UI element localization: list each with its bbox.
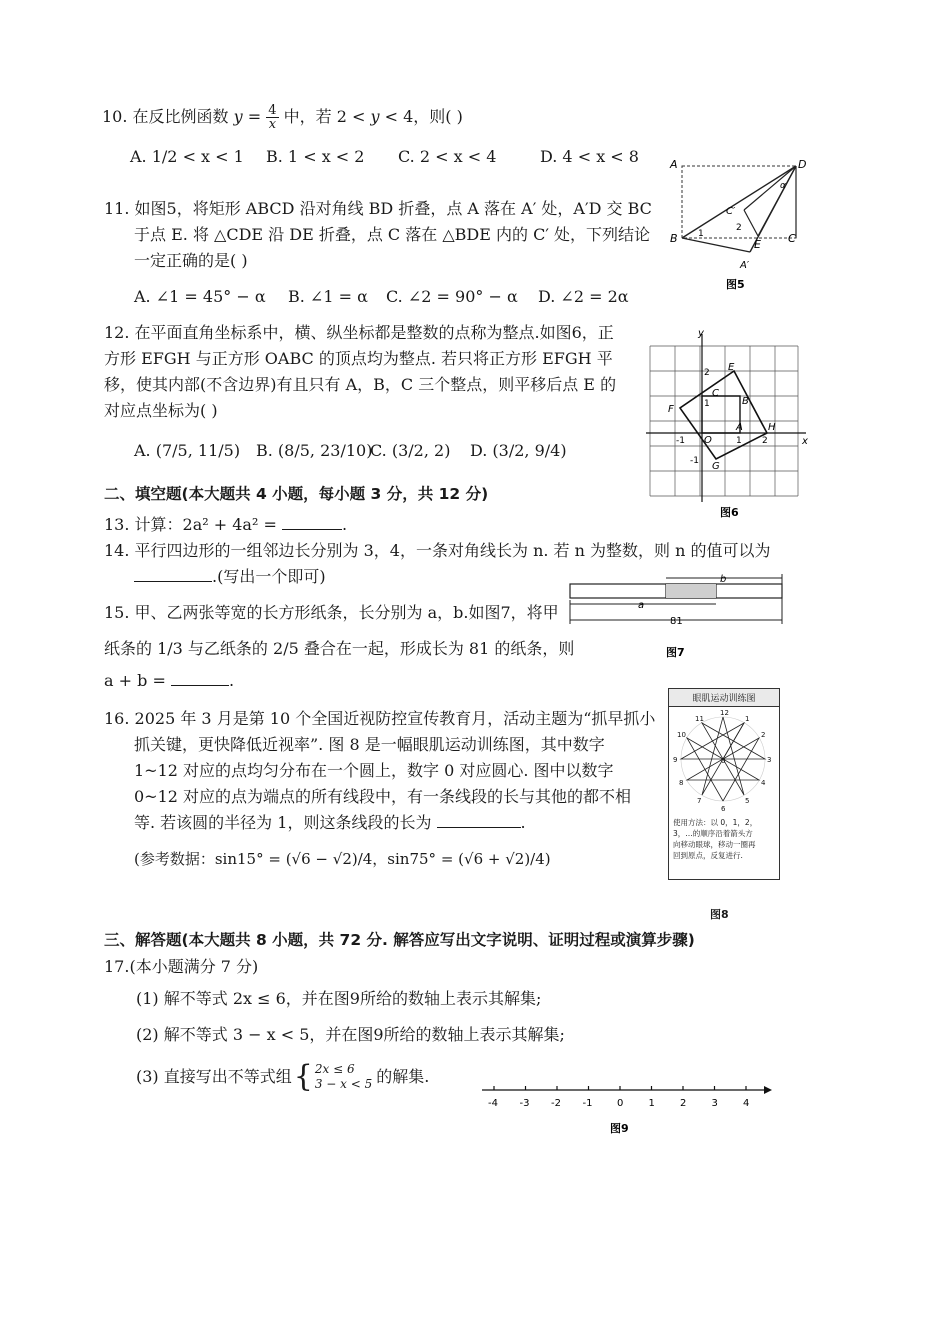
q13-answer-blank[interactable] [282, 529, 342, 530]
q15-line3-suffix: . [228, 671, 235, 690]
label-2: 2 [736, 223, 742, 233]
tick-label: -1 [582, 1098, 593, 1109]
tick-x-1: 1 [736, 436, 742, 446]
dial-number-9: 9 [673, 756, 678, 764]
q17-part3 [136, 1059, 430, 1094]
label-c-prime: C′ [726, 206, 736, 217]
label-a-prime: A′ [740, 260, 750, 271]
q10-option-c: C. 2 < x < 4 [398, 147, 497, 166]
q10-option-a: A. 1/2 < x < 1 [130, 147, 244, 166]
system-line-2: 3 − x < 5 [314, 1077, 373, 1091]
q16-line2: 抓关键，更快降低近视率”. 图 8 是一幅眼肌运动训练图，其中数字 [134, 735, 605, 754]
q16-line1: 16. 2025 年 3 月是第 10 个全国近视防控宣传教育月，活动主题为“抓早抓小 [104, 709, 656, 728]
label-h: H [768, 422, 776, 433]
q10-option-b: B. 1 < x < 2 [266, 147, 365, 166]
q11-option-c: C. ∠2 = 90° − α [386, 287, 518, 306]
number-line-arrow [764, 1086, 772, 1094]
dial-number-2: 2 [761, 731, 766, 739]
q11-line2: 于点 E. 将 △CDE 沿 DE 折叠，点 C 落在 △BDE 内的 C′ 处，下列结论 [134, 225, 651, 244]
figure-8-card [668, 688, 780, 880]
usage-line-2: 3，…的顺序沿着箭头方 [673, 829, 753, 838]
figure-8-title: 眼肌运动训练图 [669, 689, 779, 707]
q12-option-b: B. (8/5, 23/10) [256, 441, 373, 460]
label-g: G [712, 461, 720, 472]
tick-label: -4 [488, 1098, 498, 1109]
line-de [758, 166, 796, 236]
usage-line-3: 向移动眼球，移动一圈再 [673, 840, 756, 849]
tick-y-1: 1 [704, 399, 710, 409]
figure-7 [566, 570, 792, 662]
tick-label: -3 [519, 1098, 530, 1109]
label-c: C [788, 232, 796, 245]
q12-line4: 对应点坐标为( ) [104, 401, 218, 420]
q15-answer-blank[interactable] [171, 685, 229, 686]
tick-label: 0 [617, 1098, 624, 1109]
q11-option-a: A. ∠1 = 45° − α [134, 287, 266, 306]
q15-line2: 纸条的 1/3 与乙纸条的 2/5 叠合在一起，形成长为 81 的纸条，则 [104, 639, 575, 658]
q16-line6: (参考数据：sin15° = (√6 − √2)/4，sin75° = (√6 + √2)/4) [134, 850, 551, 868]
label-b: B [670, 232, 678, 245]
q17-part1: (1) 解不等式 2x ≤ 6，并在图9所给的数轴上表示其解集; [136, 989, 542, 1008]
q10-option-d: D. 4 < x < 8 [540, 147, 639, 166]
q13-text: 13. 计算：2a² + 4a² = [104, 515, 277, 534]
q12-option-a: A. (7/5, 11/5) [134, 441, 241, 460]
label-c: C [712, 388, 719, 399]
figure-9-caption: 图9 [610, 1122, 629, 1135]
section-3-title: 三、解答题(本大题共 8 小题，共 72 分. 解答应写出文字说明、证明过程或演算步骤) [104, 931, 695, 949]
usage-line-1: 使用方法：以 0，1，2， [673, 818, 758, 827]
q16-line5: 等. 若该圆的半径为 1，则这条线段的长为 [134, 813, 432, 832]
q14-line1: 14. 平行四边形的一组邻边长分别为 3，4，一条对角线长为 n. 若 n 为整数，则 n 的值可以为 [104, 541, 771, 560]
q12-line1: 12. 在平面直角坐标系中，横、纵坐标都是整数的点称为整点.如图6，正 [104, 323, 614, 342]
tick-label: 3 [711, 1098, 718, 1109]
figure-8-caption: 图8 [710, 908, 729, 921]
label-a: a [638, 600, 645, 611]
q16-line5-wrap: 等. 若该圆的半径为 1，则这条线段的长为 . [134, 813, 526, 832]
label-b: b [720, 574, 727, 585]
q15-line3-prefix: a + b = [104, 671, 166, 690]
q16-answer-blank[interactable] [437, 827, 521, 828]
q16-line3: 1~12 对应的点均匀分布在一个圆上，数字 0 对应圆心. 图中以数字 [134, 761, 614, 780]
dial-number-11: 11 [695, 715, 704, 723]
system-line-1: 2x ≤ 6 [314, 1062, 355, 1076]
figure-6 [640, 326, 812, 522]
dial-number-10: 10 [677, 731, 686, 739]
q11-option-d: D. ∠2 = 2α [538, 287, 629, 306]
dial-number-7: 7 [697, 797, 702, 805]
tick-label: 4 [743, 1098, 750, 1109]
label-1: 1 [698, 229, 704, 239]
dial-number-6: 6 [721, 805, 726, 813]
label-o: O [704, 435, 712, 446]
usage-line-4: 回到原点，反复进行. [673, 851, 743, 860]
label-f: F [668, 404, 674, 415]
label-e: E [728, 362, 735, 373]
q10-stem: 10. 在反比例函数 y = $\frac{4}{x}$ 中，若 2 < y < 4，则( ) [102, 103, 463, 132]
grid [650, 346, 798, 496]
q16-line4: 0~12 对应的点为端点的所有线段中，有一条线段的长与其他的都不相 [134, 787, 632, 806]
dial-number-5: 5 [745, 797, 750, 805]
axis-x-label: x [802, 436, 808, 447]
q17-part3-suffix: 的解集. [376, 1067, 430, 1086]
dial-number-8: 8 [679, 779, 684, 787]
q14-line2-wrap [134, 566, 326, 588]
dial-number-1: 1 [745, 715, 750, 723]
q13 [104, 514, 347, 536]
q12-option-d: D. (3/2, 9/4) [470, 441, 567, 460]
line-ce [744, 210, 758, 236]
q12-line2: 方形 EFGH 与正方形 OABC 的顶点均为整点. 若只将正方形 EFGH 平 [104, 349, 613, 368]
dial-number-3: 3 [767, 756, 772, 764]
overlap-region [666, 584, 716, 598]
figure-9 [476, 1080, 776, 1142]
figure-7-caption: 图7 [666, 646, 685, 659]
figure-5 [668, 152, 810, 292]
label-a: A [670, 158, 678, 171]
label-81: 81 [670, 616, 683, 627]
tick-label: 2 [680, 1098, 687, 1109]
figure-8-usage [669, 817, 779, 861]
q14-line2: .(写出一个即可) [212, 567, 326, 586]
section-2-title: 二、填空题(本大题共 4 小题，每小题 3 分，共 12 分) [104, 485, 489, 503]
tick-x-neg1: -1 [676, 436, 685, 446]
q12-option-c: C. (3/2, 2) [370, 441, 451, 460]
system-brace: { [293, 1059, 313, 1094]
line-dc [744, 166, 796, 210]
q12-line3: 移，使其内部(不含边界)有且只有 A，B，C 三个整点，则平移后点 E 的 [104, 375, 617, 394]
dial-number-group [673, 709, 771, 813]
tick-y-neg1: -1 [690, 456, 699, 466]
label-e: E [754, 238, 761, 251]
line-ba [682, 238, 750, 252]
q11-line1: 11. 如图5，将矩形 ABCD 沿对角线 BD 折叠，点 A 落在 A′ 处，A′D 交 BC [104, 199, 652, 218]
tick-label: 1 [648, 1098, 655, 1109]
label-d: D [798, 158, 807, 171]
dial-number-0: 0 [721, 757, 726, 765]
eye-dial [669, 707, 777, 817]
q11-line3: 一定正确的是( ) [134, 251, 248, 270]
q15-line1: 15. 甲、乙两张等宽的长方形纸条，长分别为 a，b.如图7，将甲 [104, 603, 559, 622]
q11-option-b: B. ∠1 = α [288, 287, 368, 306]
q13-tail: . [341, 515, 348, 534]
tick-label: -2 [551, 1098, 561, 1109]
q17-part2: (2) 解不等式 3 − x < 5，并在图9所给的数轴上表示其解集; [136, 1025, 565, 1044]
q14-answer-blank[interactable] [134, 581, 212, 582]
label-alpha: α [780, 181, 786, 191]
tick-y-2: 2 [704, 368, 710, 378]
inequality-system [315, 1062, 372, 1092]
figure-5-caption: 图5 [726, 278, 745, 291]
dial-number-12: 12 [720, 709, 729, 717]
label-b: B [742, 396, 749, 407]
dial-number-4: 4 [761, 779, 766, 787]
q15-line3 [104, 670, 234, 692]
tick-x-2: 2 [762, 436, 768, 446]
q17-part3-prefix: (3) 直接写出不等式组 [136, 1067, 292, 1086]
axis-y-label: y [698, 328, 704, 339]
q17-header: 17.(本小题满分 7 分) [104, 957, 259, 976]
figure-6-caption: 图6 [720, 506, 739, 519]
label-a: A [736, 422, 743, 433]
